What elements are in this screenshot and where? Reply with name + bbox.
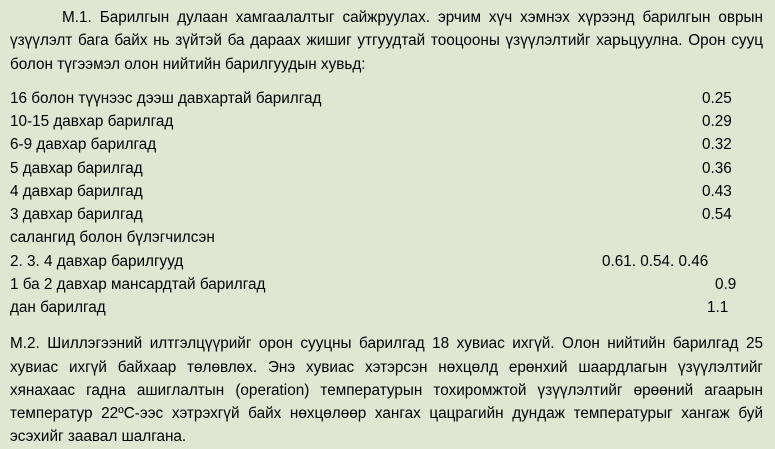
row-value [507, 203, 763, 226]
row-value-text: 0.29 [701, 113, 732, 130]
table-row [10, 226, 763, 249]
values-table-body [10, 87, 763, 320]
row-value [507, 110, 763, 133]
table-row [10, 203, 763, 226]
row-label: дан барилгад [10, 299, 106, 316]
row-label: 4 давхар барилгад [10, 182, 143, 200]
row-value [507, 250, 763, 273]
row-label: салангид болон бүлэгчилсэн [10, 229, 215, 247]
row-value-text: 0.43 [701, 182, 732, 200]
table-row [10, 273, 763, 296]
table-row [10, 180, 763, 203]
row-value-text: 0.54 [701, 206, 732, 223]
row-value [507, 180, 763, 203]
spacer-below-table [10, 319, 763, 332]
values-table [10, 87, 763, 320]
row-label: 2. 3. 4 давхар барилгууд [10, 252, 184, 270]
paragraph-m2: М.2. Шиллэгээний илтгэлцүүрийг орон сууцны барилгад 18 хувиас ихгүй. Олон нийтийн барилгад 25 хувиас ихгүй байхаар төлөвлөх. Энэ хувиас хэтэрсэн нөхцөлд ерөнхий шаардлагын үзүүлэлтийг хянахаас гадна ашиглалтын (operation) температурын тохиромжтой үзүүлэлтийг өрөөний агаарын температур 22ºС-ээс хэтрэхгүй байх нөхцөлөөр хангах цацрагийн дундаж температурыг хангаж буй эсэхийг заавал шалгана. [10, 335, 763, 446]
row-value-text: 0.32 [701, 136, 732, 154]
paragraph-m1: М.1. Барилгын дулаан хамгаалалтыг сайжруулах. эрчим хүч хэмнэх хүрээнд барилгын оврын үзүүлэлт бага байх нь зүйтэй ба дараах жишиг утгуудтай тооцооны үзүүлэлтийг харьцуулна. Орон сууц болон түгээмэл олон нийтийн барилгуудын хувьд: [10, 9, 763, 73]
row-label: 1 ба 2 давхар мансардтай барилгад [10, 275, 266, 293]
table-row [10, 133, 763, 156]
row-label: 5 давхар барилгад [10, 159, 143, 177]
table-row [10, 87, 763, 110]
row-value [507, 87, 763, 110]
row-label: 10-15 давхар барилгад [10, 113, 174, 130]
row-value [507, 296, 763, 319]
row-value [507, 273, 763, 296]
row-value-text: 0.9 [714, 275, 737, 293]
row-label: 16 болон түүнээс дээш давхартай барилгад [10, 89, 322, 107]
row-value [507, 157, 763, 180]
spacer-above-table [10, 76, 763, 87]
row-label: 6-9 давхар барилгад [10, 136, 157, 154]
row-value [507, 226, 763, 249]
row-value [507, 133, 763, 156]
row-label: 3 давхар барилгад [10, 206, 143, 223]
row-value-text: 0.25 [701, 89, 732, 107]
table-row [10, 296, 763, 319]
row-value-text: 0.61. 0.54. 0.46 [601, 252, 709, 270]
row-value-text: 1.1 [706, 299, 729, 316]
table-row [10, 110, 763, 133]
table-row [10, 250, 763, 273]
table-row [10, 157, 763, 180]
row-value-text: 0.36 [701, 159, 732, 177]
